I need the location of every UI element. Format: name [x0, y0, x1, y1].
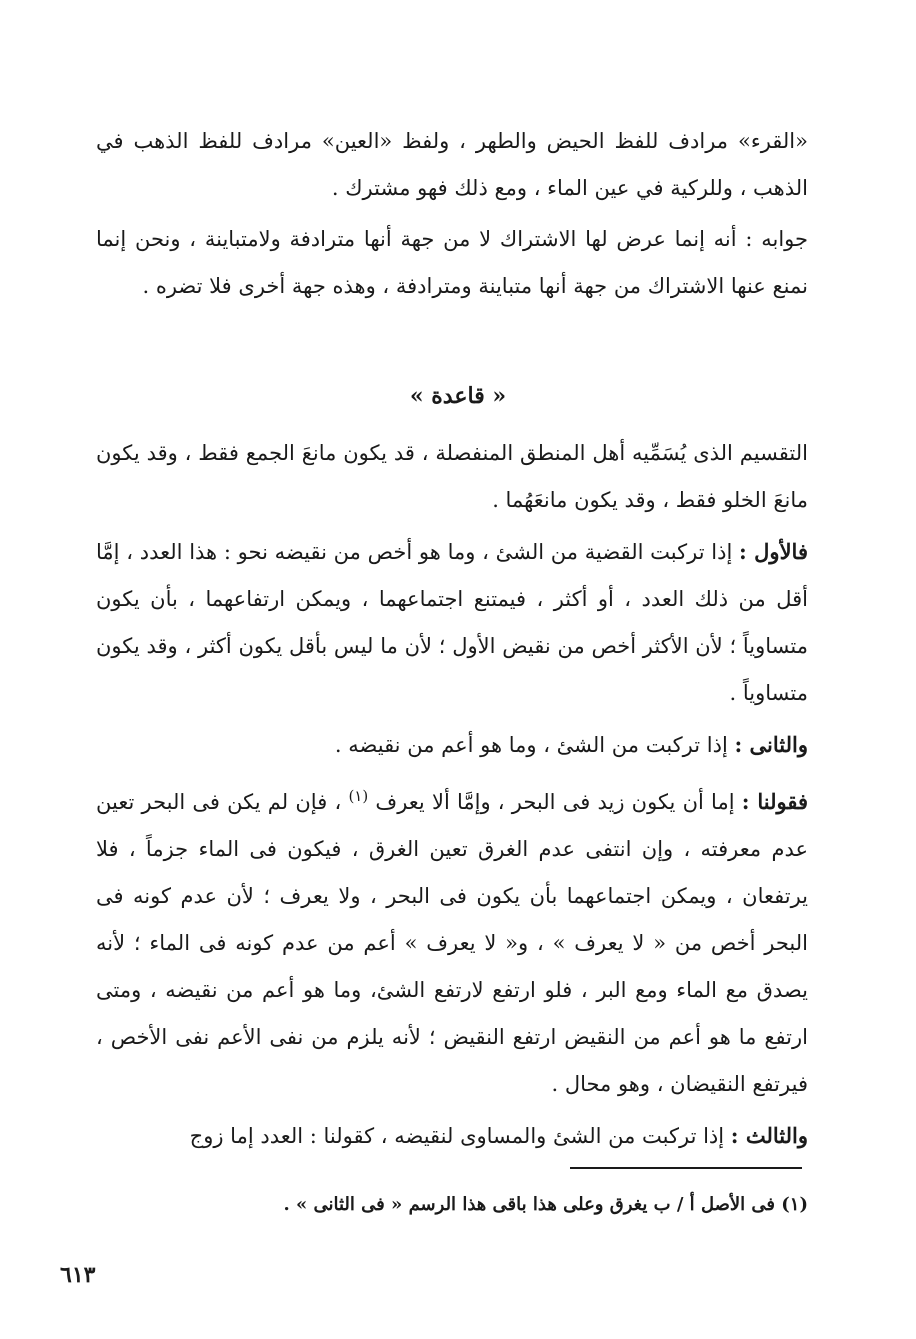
paragraph-example-lead: فقولنا : [741, 789, 808, 814]
paragraph-example-text-1: إما أن يكون زيد فى البحر ، وإمَّا ألا يعرف [368, 790, 742, 814]
paragraph-second-lead: والثانى : [734, 732, 808, 757]
paragraph-second-text: إذا تركبت من الشئ ، وما هو أعم من نقيضه . [334, 733, 735, 757]
paragraph-example-text-2: ، فإن لم يكن فى البحر تعين عدم معرفته ، وإن انتفى عدم الغرق تعين الغرق ، فيكون فى الماء جزماً ، فلا يرتفعان ، ويمكن اجتماعهما بأن يكون فى البحر ، ولا يعرف ؛ لأن عدم كونه فى البحر أخص من « لا يعرف » ، و« لا يعرف » أعم من عدم كونه فى الماء ؛ لأنه يصدق مع الماء ومع البر ، فلو ارتفع لارتفع الشئ، وما هو أعم من نقيضه ، ومتى ارتفع ما هو أعم من النقيض ارتفع النقيض ؛ لأنه يلزم من نفى الأعم نفى الأخص ، فيرتفع النقيضان ، وهو محال . [96, 790, 808, 1096]
paragraph-second [96, 721, 808, 769]
section-heading: « قاعدة » [409, 383, 507, 409]
page-number: ٦١٣ [60, 1262, 96, 1288]
footnote: (١) فى الأصل أ / ب يغرق وعلى هذا باقى هذا الرسم « فى الثانى » . [283, 1194, 808, 1215]
paragraph-first-text: إذا تركبت القضية من الشئ ، وما هو أخص من نقيضه نحو : هذا العدد ، إمَّا أقل من ذلك العدد ، أو أكثر ، فيمتنع اجتماعهما ، ويمكن ارتفاعهما ، بأن يكون متساوياً ؛ لأن الأكثر أخص من نقيض الأول ؛ لأن ما ليس بأقل يكون أكثر ، وقد يكون متساوياً . [96, 540, 808, 705]
text-block-top [96, 118, 808, 310]
paragraph-qur-definition: «القرء» مرادف للفظ الحيض والطهر ، ولفظ «العين» مرادف للفظ الذهب في الذهب ، وللركية في عين الماء ، ومع ذلك فهو مشترك . [96, 129, 808, 200]
text-block-main [96, 430, 808, 1160]
paragraph-third-text: إذا تركبت من الشئ والمساوى لنقيضه ، كقولنا : العدد إما زوج [189, 1124, 731, 1148]
paragraph-first [96, 528, 808, 717]
footnote-reference: (١) [348, 787, 369, 805]
paragraph-division-intro: التقسيم الذى يُسَمِّيه أهل المنطق المنفصلة ، قد يكون مانعَ الجمع فقط ، وقد يكون مانعَ الخلو فقط ، وقد يكون مانعَهُما . [96, 441, 808, 512]
paragraph-third-lead: والثالث : [730, 1123, 808, 1148]
paragraph-first-lead: فالأول : [739, 539, 808, 564]
paragraph-answer: جوابه : أنه إنما عرض لها الاشتراك لا من جهة أنها مترادفة ولامتباينة ، ونحن إنما نمنع عنها الاشتراك من جهة أنها متباينة ومترادفة ، وهذه جهة أخرى فلا تضره . [96, 227, 808, 298]
paragraph-example [96, 773, 808, 1108]
paragraph-third [96, 1112, 808, 1160]
footnote-divider [570, 1167, 802, 1169]
